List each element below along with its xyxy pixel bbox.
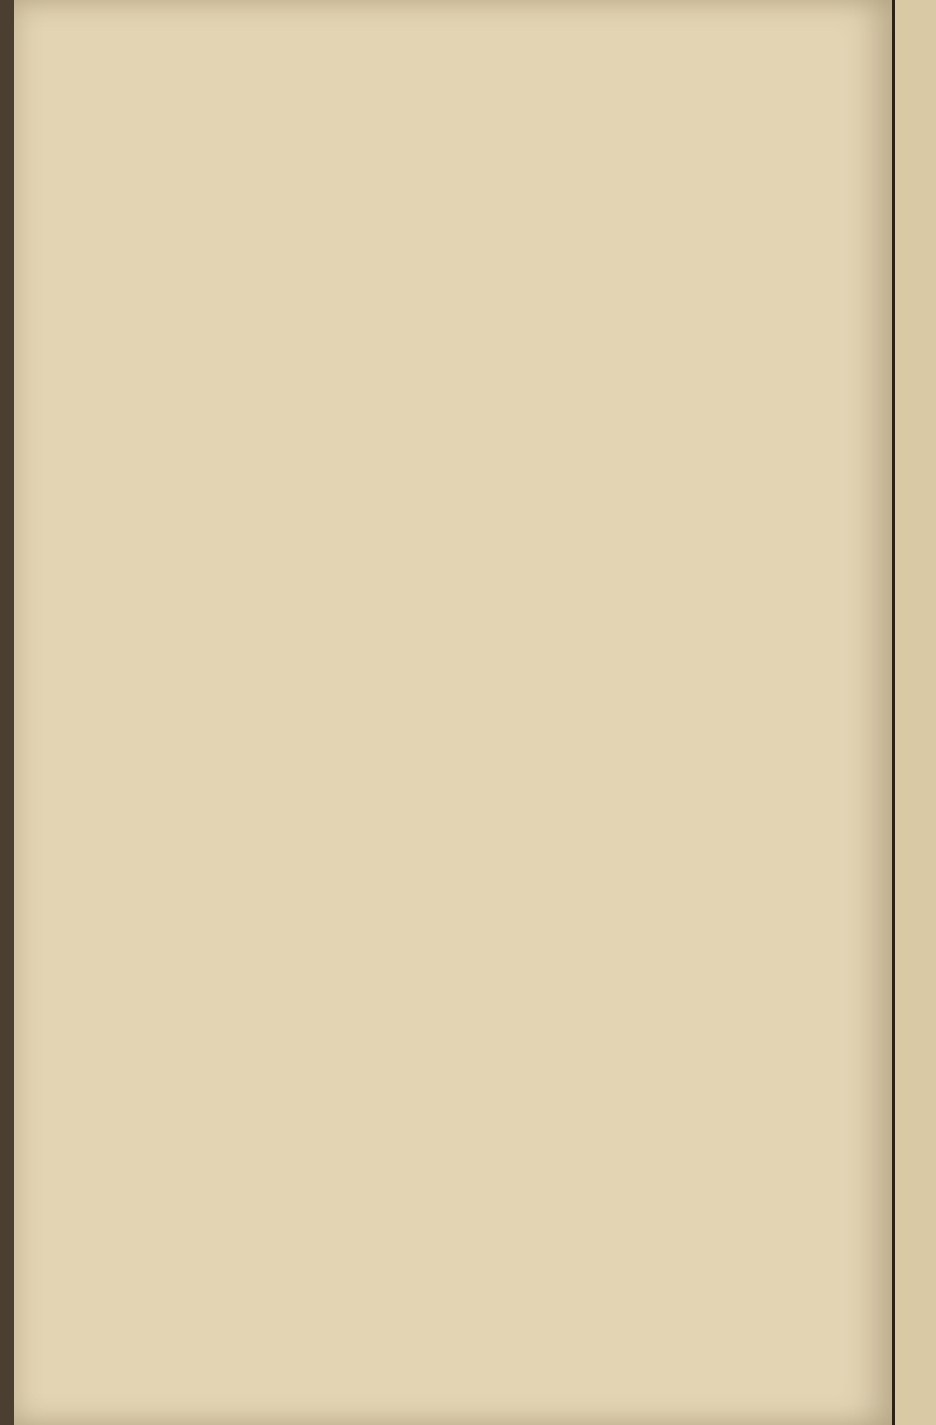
book-page [14,0,892,1425]
page-header [14,114,892,154]
facing-page-edge [892,0,936,1425]
